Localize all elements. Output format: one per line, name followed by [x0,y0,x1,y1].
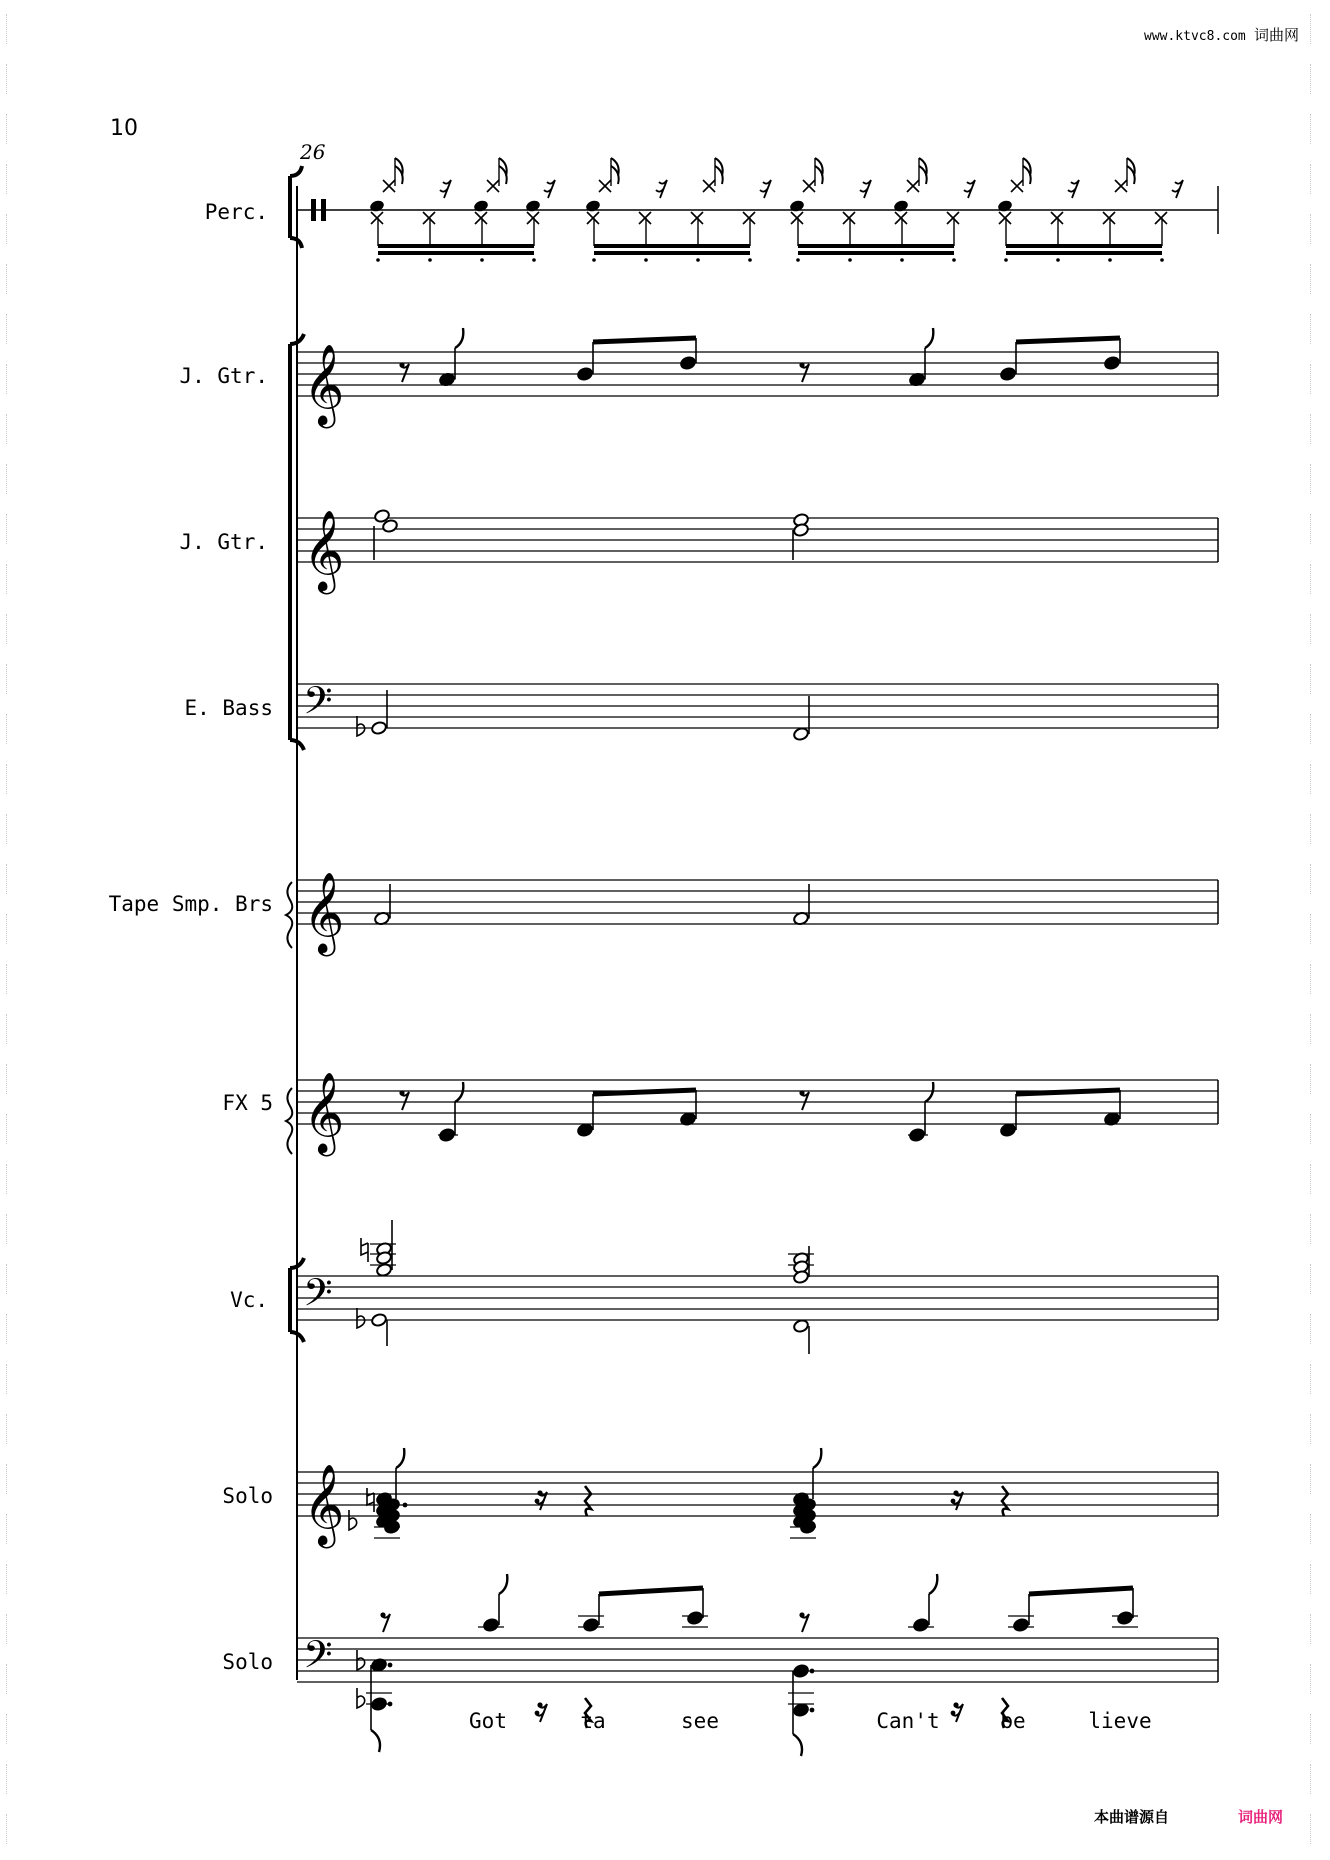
staccato-dot [1056,258,1060,262]
rest-dot [953,1490,958,1495]
x-notehead [599,180,611,192]
natural-icon [361,1238,368,1262]
rest-dot [799,1612,804,1617]
staccato-dot [848,258,852,262]
staccato-dot [644,258,648,262]
watermark-mark [6,514,15,544]
sixteenth-rest-icon [1172,180,1183,198]
staccato-dot [952,258,956,262]
staff-perc [290,166,1218,248]
staff-label: Solo [222,1650,273,1674]
staccato-dot [696,258,700,262]
watermark-mark [6,1364,15,1394]
staccato-dot [1108,258,1112,262]
sixteenth-rest-icon [860,180,871,198]
staccato-dot [1004,258,1008,262]
watermark-mark [1310,1564,1319,1594]
measure-number: 26 [300,140,326,164]
staccato-dot [1160,258,1164,262]
watermark-mark [1310,1064,1319,1094]
x-notehead [791,212,803,224]
notehead [439,1128,456,1143]
notehead [687,1611,704,1626]
watermark-mark [1310,764,1319,794]
notehead [793,1703,810,1718]
rest-dot [537,1702,542,1707]
watermark-mark [1310,264,1319,294]
flat-icon [349,1510,357,1530]
x-notehead [587,212,599,224]
watermark-mark [6,764,15,794]
watermark-mark [1310,1214,1319,1244]
staccato-dot [900,258,904,262]
flag [396,1448,404,1468]
watermark-mark [1310,864,1319,894]
watermark-mark [6,1814,15,1844]
notehead [577,367,594,382]
staccato-dot [532,258,536,262]
flag [1023,158,1031,184]
rest-dot [535,1711,540,1716]
staccato-dot [376,258,380,262]
watermark-mark [1310,814,1319,844]
notehead [793,1664,810,1679]
dot [810,1669,815,1674]
sixteenth-rest-icon [760,180,771,198]
notehead [997,199,1014,213]
flag [499,1574,507,1594]
watermark-mark [1310,1164,1319,1194]
flag [395,158,403,184]
flat-icon [357,716,365,736]
watermark-mark [1310,1114,1319,1144]
watermark-mark [1310,1764,1319,1794]
flat-icon [357,1688,365,1708]
x-notehead [1103,212,1115,224]
natural-icon [367,1488,374,1512]
watermark-mark [6,664,15,694]
flag [371,1730,380,1752]
notehead [789,199,806,213]
sixteenth-rest-icon [440,180,451,198]
beam [599,1588,703,1594]
flat-icon [357,1308,365,1328]
staff-label: FX 5 [222,1091,273,1115]
lyric-syllable: Can't [876,1709,940,1733]
notehead [577,1123,594,1138]
bass-clef-icon: 𝄢 [303,678,333,732]
treble-clef-icon: 𝄞 [303,871,345,953]
watermark-mark [6,114,15,144]
watermark-mark [1310,714,1319,744]
brace-icon [286,882,292,948]
notehead [483,1618,500,1633]
flag [925,328,933,348]
staccato-dot [748,258,752,262]
watermark-mark [6,964,15,994]
footer-source-text: 本曲谱源自 [1094,1808,1170,1826]
rest-dot [953,1702,958,1707]
x-notehead [691,212,703,224]
notehead [793,1319,810,1334]
watermark-mark [6,1064,15,1094]
flag [929,1574,937,1594]
treble-clef-icon: 𝄞 [303,343,345,425]
watermark-mark [1310,1464,1319,1494]
watermark-mark [1310,1514,1319,1544]
watermark-mark [1310,1364,1319,1394]
staff-label: J. Gtr. [179,530,268,554]
notehead [1013,1618,1030,1633]
watermark-mark [6,414,15,444]
rest-dot [380,1612,385,1617]
dot [810,1708,815,1713]
staff-label: Tape Smp. Brs [108,892,273,916]
flag [1127,158,1135,184]
watermark-strip-left [2,0,22,1860]
watermark-mark [1310,1014,1319,1044]
watermark-mark [6,14,15,44]
rest-dot [537,1490,542,1495]
x-notehead [1115,180,1127,192]
flag [455,328,463,348]
five-line-staves [297,343,1218,1686]
staccato-dot [428,258,432,262]
staff-label: E. Bass [184,696,273,720]
notehead [371,1697,388,1712]
beam [1029,1588,1133,1594]
site-url: www.ktvc8.com [1144,29,1246,44]
watermark-mark [1310,614,1319,644]
x-notehead [1155,212,1167,224]
dot [403,1503,408,1508]
notehead [793,727,810,742]
rest-dot [535,1499,540,1504]
sixteenth-rest-icon [1068,180,1079,198]
page-number: 10 [110,116,138,141]
x-notehead [527,212,539,224]
watermark-mark [6,1314,15,1344]
watermark-mark [1310,364,1319,394]
staccato-dot [592,258,596,262]
staff-label: J. Gtr. [179,364,268,388]
watermark-mark [1310,314,1319,344]
notehead [913,1618,930,1633]
watermark-mark [6,1264,15,1294]
notehead [371,1313,388,1328]
x-notehead [371,212,383,224]
flag [611,158,619,184]
watermark-mark [1310,914,1319,944]
watermark-mark [6,1514,15,1544]
notehead [1000,367,1017,382]
x-notehead [1011,180,1023,192]
staccato-dot [796,258,800,262]
notehead [473,199,490,213]
lyric-syllable: Got [469,1709,507,1733]
beam [593,338,696,342]
watermark-mark [1310,64,1319,94]
watermark-mark [6,1114,15,1144]
flag [813,1448,821,1468]
x-notehead [743,212,755,224]
watermark-mark [6,364,15,394]
x-notehead [487,180,499,192]
watermark-mark [6,714,15,744]
watermark-mark [1310,464,1319,494]
watermark-mark [1310,114,1319,144]
bass-clef-icon: 𝄢 [303,1632,333,1686]
site-name: 词曲网 [1254,26,1300,44]
watermark-mark [6,214,15,244]
rest-dot [399,1090,404,1095]
x-notehead [947,212,959,224]
watermark-mark [1310,1814,1319,1844]
x-notehead [1051,212,1063,224]
sixteenth-rest-icon [544,180,555,198]
staff-label: Vc. [230,1288,268,1312]
quarter-rest-icon [585,1486,591,1516]
watermark-mark [6,1664,15,1694]
notehead [585,199,602,213]
rest-dot [799,362,804,367]
watermark-mark [1310,564,1319,594]
watermark-mark [1310,164,1319,194]
x-notehead [803,180,815,192]
watermark-mark [1310,1614,1319,1644]
notehead [893,199,910,213]
watermark-mark [6,1414,15,1444]
rest-dot [399,362,404,367]
notehead [680,356,697,371]
notehead [909,1128,926,1143]
watermark-mark [6,64,15,94]
notes [349,328,1138,1756]
footer-source-site[interactable]: 词曲网 [1238,1808,1284,1826]
watermark-mark [1310,1264,1319,1294]
x-notehead [843,212,855,224]
rest-dot [951,1499,956,1504]
rest-dot [799,1090,804,1095]
watermark-mark [1310,414,1319,444]
watermark-mark [6,864,15,894]
watermark-mark [1310,1664,1319,1694]
staff-label: Solo [222,1484,273,1508]
watermark-mark [1310,14,1319,44]
watermark-mark [1310,1714,1319,1744]
watermark-strip-right [1306,0,1326,1860]
lyric-syllable: lieve [1088,1709,1152,1733]
treble-clef-icon: 𝄞 [303,1071,345,1153]
watermark-mark [1310,214,1319,244]
notehead [371,721,388,736]
watermark-mark [6,164,15,194]
x-notehead [895,212,907,224]
flag [793,1734,802,1756]
sixteenth-rest-icon [964,180,975,198]
flag [715,158,723,184]
sixteenth-rest-icon [656,180,667,198]
watermark-mark [6,1564,15,1594]
watermark-mark [6,614,15,644]
dot [388,1663,393,1668]
watermark-mark [6,264,15,294]
watermark-mark [6,314,15,344]
watermark-mark [6,1464,15,1494]
bass-clef-icon: 𝄢 [303,1270,333,1324]
percussion-clef-icon [311,199,316,221]
flag [499,158,507,184]
flag [455,1082,463,1102]
watermark-mark [6,914,15,944]
flag [815,158,823,184]
treble-clef-icon: 𝄞 [303,1463,345,1545]
watermark-mark [1310,964,1319,994]
notehead [1104,356,1121,371]
watermark-mark [6,814,15,844]
beam [1016,338,1120,342]
quarter-rest-icon [1002,1486,1008,1516]
watermark-mark [1310,514,1319,544]
x-notehead [423,212,435,224]
watermark-mark [6,1714,15,1744]
notehead [1000,1123,1017,1138]
x-notehead [703,180,715,192]
rest-dot [951,1711,956,1716]
watermark-mark [6,1164,15,1194]
staff-label: Perc. [204,200,268,224]
treble-clef-icon: 𝄞 [303,509,345,591]
watermark-mark [6,1214,15,1244]
notehead [369,199,386,213]
dot [388,1702,393,1707]
watermark-mark [6,1614,15,1644]
x-notehead [999,212,1011,224]
watermark-mark [1310,1414,1319,1444]
lyric-syllable: see [681,1709,719,1733]
staff-labels [109,200,273,1674]
lyrics [469,1709,1152,1733]
brace-icon [286,1088,292,1154]
notehead [583,1618,600,1633]
watermark-mark [6,564,15,594]
x-notehead [475,212,487,224]
watermark-mark [1310,1314,1319,1344]
lyric-syllable: ta [580,1709,606,1733]
x-notehead [383,180,395,192]
notehead [525,199,542,213]
notehead [1117,1611,1134,1626]
staccato-dot [480,258,484,262]
x-notehead [639,212,651,224]
watermark-mark [1310,664,1319,694]
lyric-syllable: be [1000,1709,1026,1733]
watermark-mark [6,1764,15,1794]
flag [925,1082,933,1102]
watermark-mark [6,1014,15,1044]
watermark-mark [6,464,15,494]
flag [919,158,927,184]
x-notehead [907,180,919,192]
